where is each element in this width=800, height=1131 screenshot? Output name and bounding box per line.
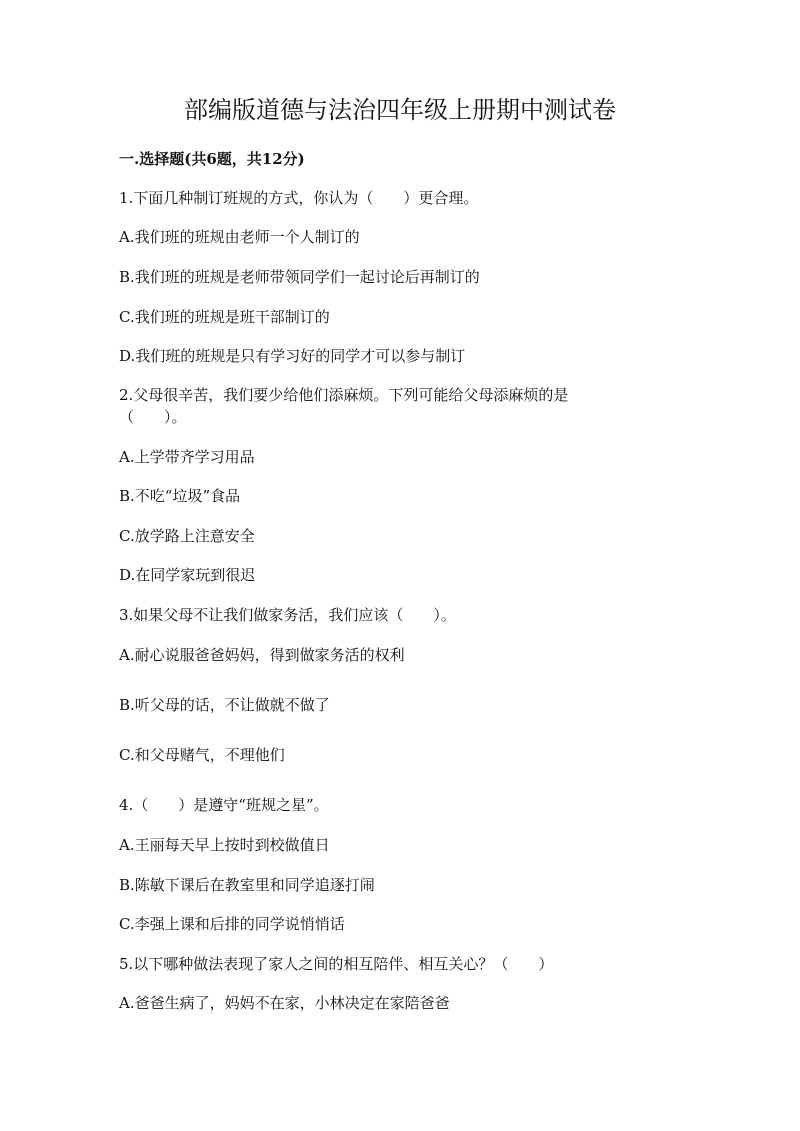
- question-1-option-c: C.我们班的班规是班干部制订的: [119, 308, 330, 326]
- question-1-option-d: D.我们班的班规是只有学习好的同学才可以参与制订: [119, 347, 466, 365]
- question-3-option-a: A.耐心说服爸爸妈妈，得到做家务活的权利: [119, 646, 405, 664]
- question-4-option-c: C.李强上课和后排的同学说悄悄话: [119, 915, 345, 933]
- question-3-stem: 3.如果父母不让我们做家务活，我们应该（ ）。: [119, 606, 456, 624]
- question-2-option-c: C.放学路上注意安全: [119, 527, 255, 545]
- question-1-option-a: A.我们班的班规由老师一个人制订的: [119, 228, 360, 246]
- document-title: 部编版道德与法治四年级上册期中测试卷: [184, 96, 616, 124]
- question-1-stem: 1.下面几种制订班规的方式，你认为（ ）更合理。: [119, 189, 479, 207]
- question-3-option-b: B.听父母的话，不让做就不做了: [119, 696, 330, 714]
- question-2-stem: 2.父母很辛苦，我们要少给他们添麻烦。下列可能给父母添麻烦的是: [119, 386, 569, 404]
- section-heading: 一.选择题(共6题，共12分): [119, 150, 305, 168]
- question-5-stem: 5.以下哪种做法表现了家人之间的相互陪伴、相互关心？（ ）: [119, 955, 554, 973]
- question-2-option-b: B.不吃“垃圾”食品: [119, 487, 241, 505]
- question-4-option-b: B.陈敏下课后在教室里和同学追逐打闹: [119, 876, 375, 894]
- question-4-stem: 4.（ ）是遵守“班规之星”。: [119, 796, 329, 814]
- question-2-option-d: D.在同学家玩到很迟: [119, 566, 256, 584]
- question-2-option-a: A.上学带齐学习用品: [119, 448, 255, 466]
- question-1-option-b: B.我们班的班规是老师带领同学们一起讨论后再制订的: [119, 268, 480, 286]
- question-4-option-a: A.王丽每天早上按时到校做值日: [119, 836, 330, 854]
- question-2-stem-continuation: （ ）。: [119, 408, 187, 426]
- question-3-option-c: C.和父母赌气，不理他们: [119, 746, 285, 764]
- question-5-option-a: A.爸爸生病了，妈妈不在家，小林决定在家陪爸爸: [119, 994, 450, 1012]
